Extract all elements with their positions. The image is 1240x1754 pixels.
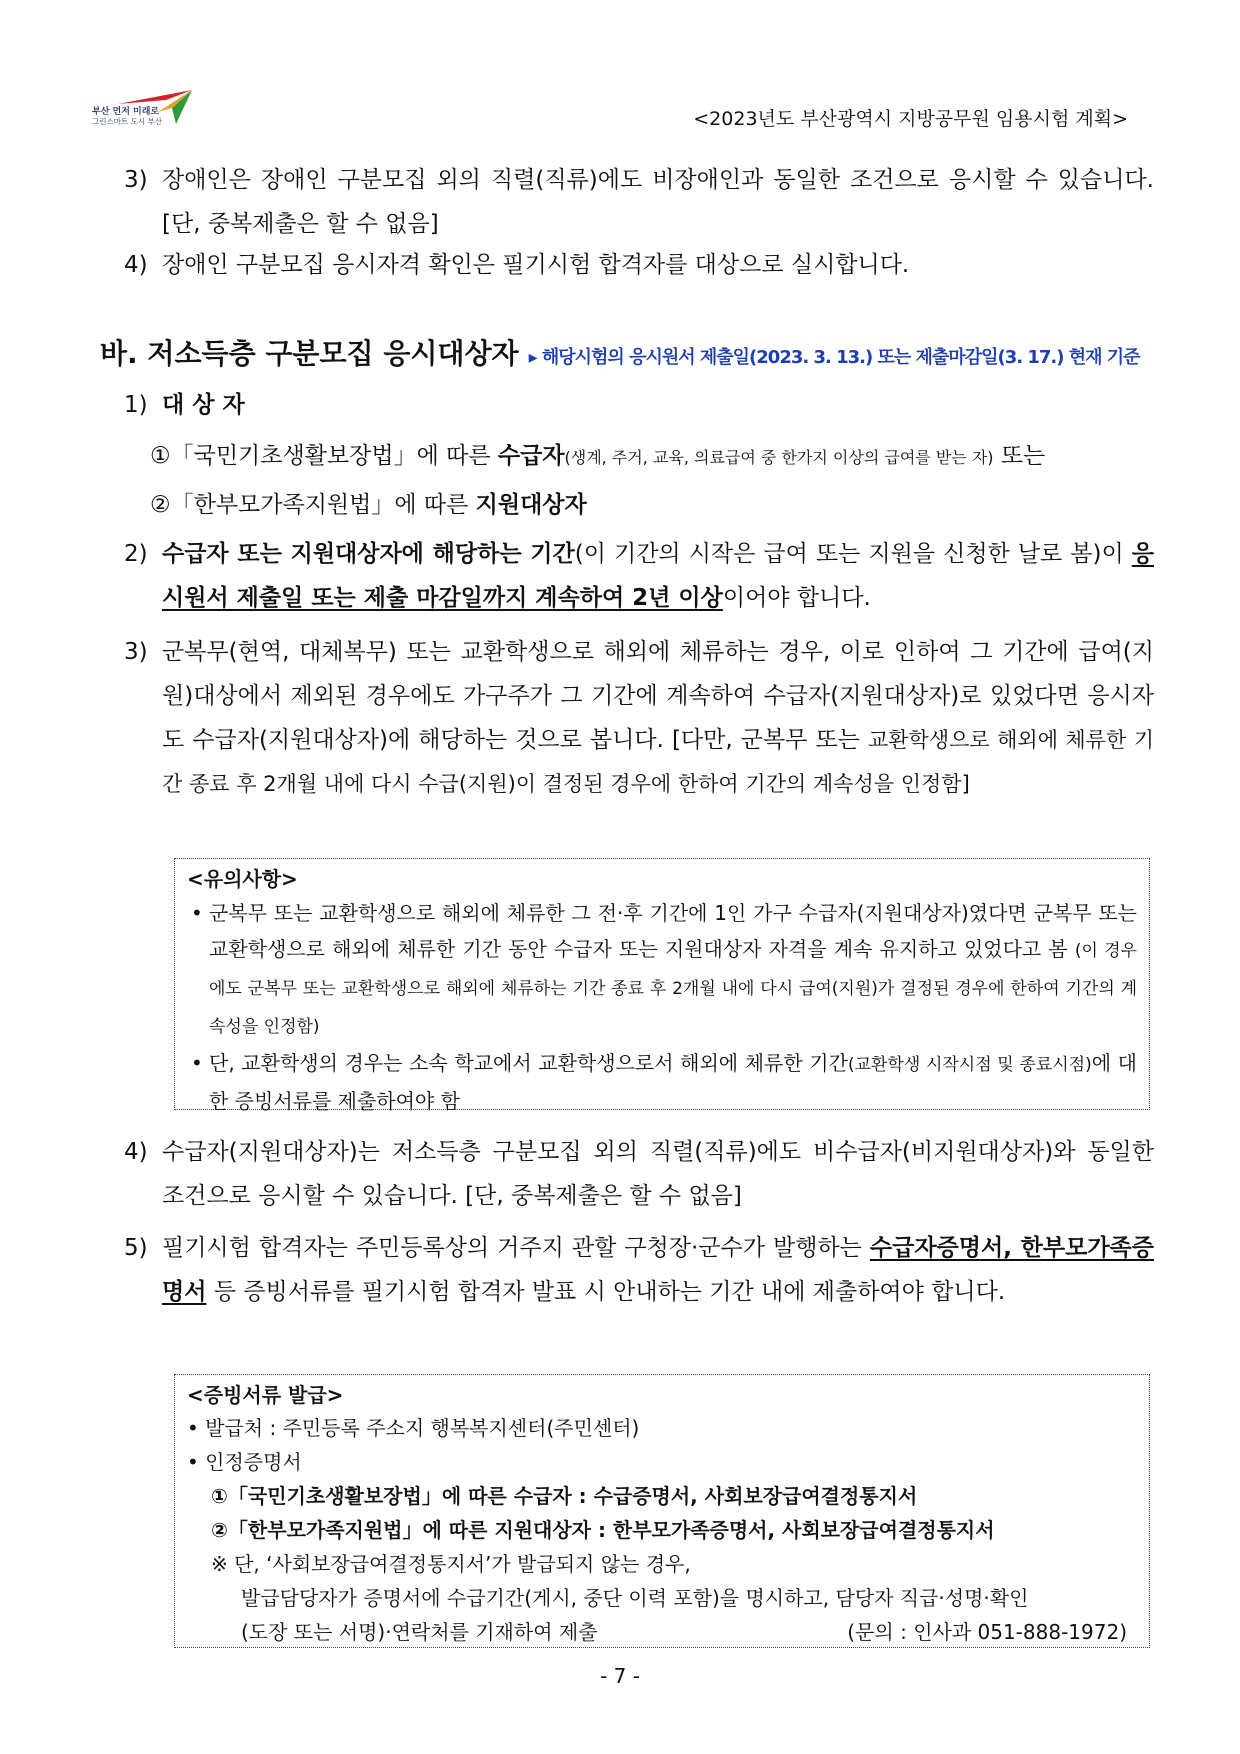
logo (88, 90, 198, 132)
bullet-item: • 군복무 또는 교환학생으로 해외에 체류한 그 전·후 기간에 1인 가구 수급자(지원대상자)였다면 군복무 또는 교환학생으로 해외에 체류한 기간 동안 수급자 또는 지원대상자 자격을 계속 유지하고 있었다고 봄 (이 경우에도 군복무 또는 교환학생으로 해외에 체류하는 기간 종료 후 2개월 내에 다시 급여(지원)가 결정된 경우에 한하여 기간의 계속성을 인정함) (191, 901, 1137, 1037)
list-item (124, 383, 1154, 427)
note-line: (도장 또는 서명)·연락처를 기재하여 제출 (문의 : 인사과 051-888-1972) (187, 1615, 1137, 1649)
notice-box (174, 858, 1150, 1113)
section-note: ▸ 해당시험의 응시원서 제출일(2023. 3. 13.) 또는 제출마감일(3. 17.) 현재 기준 (528, 347, 1140, 368)
box-title: <증빙서류 발급> (187, 1383, 344, 1407)
page-number: - 7 - (600, 1664, 640, 1688)
certificate-2: ②「한부모가족지원법」에 따른 지원대상자 : 한부모가족증명서, 사회보장급여결정통지서 (211, 1518, 995, 1542)
note-line: 발급담당자가 증명서에 수급기간(게시, 중단 이력 포함)을 명시하고, 담당자 직급·성명·확인 (241, 1586, 1029, 1610)
section-heading (100, 332, 1140, 372)
list-item (124, 243, 1154, 287)
list-item (124, 1130, 1154, 1218)
bullet-item: • 단, 교환학생의 경우는 소속 학교에서 교환학생으로서 해외에 체류한 기간(교환학생 시작시점 및 종료시점)에 대한 증빙서류를 제출하여야 함 (191, 1051, 1137, 1113)
item-text: 수급자(지원대상자)는 저소득층 구분모집 외의 직렬(직류)에도 비수급자(비지원대상자)와 동일한 조건으로 응시할 수 있습니다. [단, 중복제출은 할 수 없음] (162, 1139, 1154, 1209)
item-number: 2) (124, 541, 148, 567)
item-text: 장애인 구분모집 응시자격 확인은 필기시험 합격자를 대상으로 실시합니다. (162, 252, 910, 278)
item-number: 4) (124, 1139, 148, 1165)
item-number: 3) (124, 167, 148, 193)
certificate-1: ①「국민기초생활보장법」에 따른 수급자 : 수급증명서, 사회보장급여결정통지서 (211, 1484, 918, 1508)
page-header: <2023년도 부산광역시 지방공무원 임용시험 계획> (693, 108, 1128, 130)
item-number: 4) (124, 252, 148, 278)
list-item (124, 532, 1154, 620)
logo-line1: 부산 먼저 미래로 (92, 107, 160, 117)
list-item (124, 630, 1154, 806)
logo-line2: 그린스마트 도시 부산 (92, 117, 162, 126)
criterion-1: ①「국민기초생활보장법」에 따른 수급자(생계, 주거, 교육, 의료급여 중 한가지 이상의 급여를 받는 자) 또는 (150, 443, 1046, 469)
item-number: 1) (124, 392, 148, 418)
box-title: <유의사항> (187, 867, 298, 891)
item-text: 군복무(현역, 대체복무) 또는 교환학생으로 해외에 체류하는 경우, 이로 인하여 그 기간에 급여(지원)대상에서 제외된 경우에도 가구주가 그 기간에 계속하여 수급자(지원대상자)로 있었다면 응시자도 수급자(지원대상자)에 해당하는 것으로 봅니다. [다만, 군복무 또는 교환학생으로 해외에 체류한 기간 종료 후 2개월 내에 다시 수급(지원)이 결정된 경우에 한하여 기간의 계속성을 인정함] (162, 639, 1154, 796)
criterion-2: ②「한부모가족지원법」에 따른 지원대상자 (150, 492, 587, 518)
item-number: 5) (124, 1235, 148, 1261)
note-line: ※ 단, ‘사회보장급여결정통지서’가 발급되지 않는 경우, (211, 1552, 691, 1576)
contact-info: (문의 : 인사과 051-888-1972) (847, 1620, 1127, 1644)
item-text: 수급자 또는 지원대상자에 해당하는 기간(이 기간의 시작은 급여 또는 지원을 신청한 날로 봄)이 응시원서 제출일 또는 제출 마감일까지 계속하여 2년 이상이어야 합니다. (162, 541, 1154, 611)
bullet-item: • 발급처 : 주민등록 주소지 행복복지센터(주민센터) (187, 1416, 640, 1440)
item-text: 장애인은 장애인 구분모집 외의 직렬(직류)에도 비장애인과 동일한 조건으로 응시할 수 있습니다. [단, 중복제출은 할 수 없음] (162, 167, 1154, 237)
item-number: 3) (124, 639, 148, 665)
item-text: 필기시험 합격자는 주민등록상의 거주지 관할 구청장·군수가 발행하는 수급자증명서, 한부모가족증명서 등 증빙서류를 필기시험 합격자 발표 시 안내하는 기간 내에 제출하여야 합니다. (162, 1235, 1154, 1305)
list-item (124, 1226, 1154, 1314)
bullet-item: • 인정증명서 (187, 1450, 302, 1474)
section-title: 바. 저소득층 구분모집 응시대상자 (100, 337, 519, 370)
document-issuance-box (174, 1374, 1150, 1648)
list-item (124, 158, 1154, 246)
item-label: 대 상 자 (162, 392, 245, 418)
